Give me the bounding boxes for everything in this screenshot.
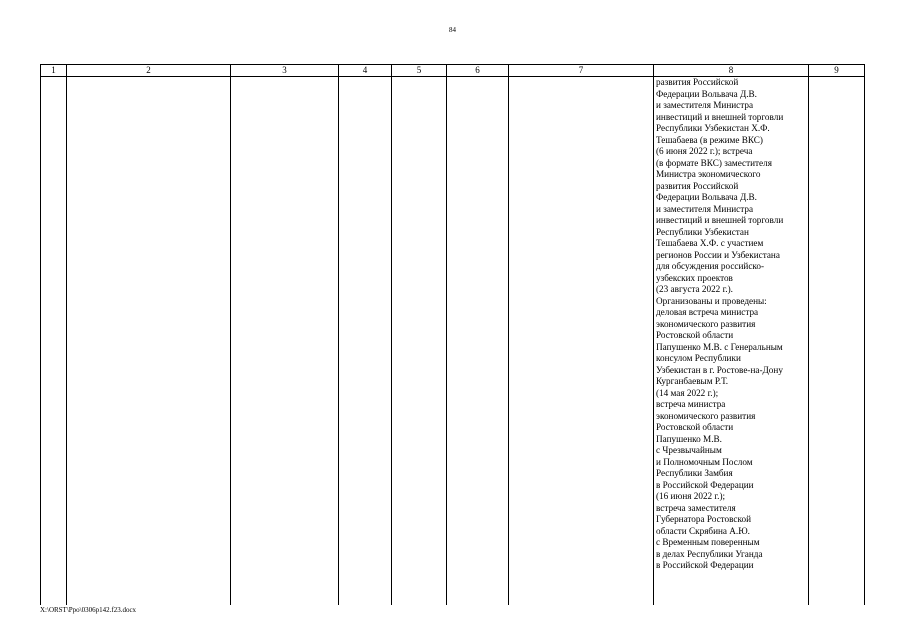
- column-8-line: с Чрезвычайным: [656, 445, 722, 455]
- column-8-line: (6 июня 2022 г.); встреча: [656, 146, 753, 156]
- column-8-line: с Временным поверенным: [656, 537, 760, 547]
- table-cell-col3: [231, 77, 339, 606]
- table-header-row: [41, 65, 865, 77]
- column-header-9: 9: [809, 65, 865, 77]
- column-8-line: встреча заместителя: [656, 502, 736, 513]
- column-8-line: Республики Узбекистан Х.Ф.: [656, 123, 770, 133]
- column-8-line: (в формате ВКС) заместителя: [656, 157, 772, 168]
- column-8-line: и заместителя Министра: [656, 203, 754, 214]
- column-8-line: развития Российской: [656, 180, 739, 191]
- column-8-line: и Полномочным Послом: [656, 456, 753, 467]
- column-header-1: 1: [41, 65, 67, 77]
- column-8-line: Республики Узбекистан: [656, 226, 749, 237]
- column-8-line: Папушенко М.В. с Генеральным: [656, 341, 783, 352]
- column-8-line: Федерации Вольвача Д.В.: [656, 192, 757, 202]
- column-8-line: экономического развития: [656, 410, 756, 421]
- table-cell-col9: [809, 77, 865, 606]
- column-8-line: (14 мая 2022 г.);: [656, 387, 719, 398]
- table-cell-col8: [654, 77, 809, 606]
- column-8-line: Папушенко М.В.: [656, 433, 722, 444]
- column-8-line: Узбекистан в г. Ростове-на-Дону: [656, 364, 783, 375]
- column-8-line: для обсуждения российско-: [656, 261, 765, 271]
- column-8-line: Курганбаевым Р.Т.: [656, 376, 729, 386]
- column-8-line: консулом Республики: [656, 353, 741, 363]
- column-8-line: встреча министра: [656, 399, 726, 409]
- table-cell-col6: [447, 77, 509, 606]
- column-8-line: в Российской Федерации: [656, 479, 754, 490]
- column-8-line: Министра экономического: [656, 169, 761, 179]
- column-header-2: 2: [67, 65, 231, 77]
- column-8-line: узбекских проектов: [656, 272, 733, 283]
- column-8-line: деловая встреча министра: [656, 307, 759, 317]
- column-header-7: 7: [509, 65, 654, 77]
- footer-file-path: X:\ORST\Ppo\0306p142.f23.docx: [40, 606, 137, 614]
- column-header-3: 3: [231, 65, 339, 77]
- page-number: 84: [449, 26, 456, 34]
- column-8-line: в делах Республики Уганда: [656, 548, 763, 559]
- column-8-line: Тешабаева Х.Ф. с участием: [656, 238, 764, 248]
- column-header-8: 8: [654, 65, 809, 77]
- column-8-line: Республики Замбия: [656, 468, 733, 478]
- column-8-line: Ростовской области: [656, 330, 734, 340]
- document-table: [40, 64, 865, 605]
- column-8-line: Тешабаева (в режиме ВКС): [656, 134, 763, 145]
- column-8-text: [654, 77, 808, 572]
- column-header-5: 5: [392, 65, 447, 77]
- column-8-line: Губернатора Ростовской: [656, 514, 752, 524]
- column-header-6: 6: [447, 65, 509, 77]
- column-8-line: инвестиций и внешней торговли: [656, 111, 784, 122]
- column-8-line: регионов России и Узбекистана: [656, 249, 780, 260]
- table-row: [41, 77, 865, 606]
- table-cell-col1: [41, 77, 67, 606]
- column-8-line: Федерации Вольвача Д.В.: [656, 88, 757, 99]
- table-cell-col2: [67, 77, 231, 606]
- column-8-line: развития Российской: [656, 77, 739, 87]
- column-8-line: (16 июня 2022 г.);: [656, 491, 726, 501]
- column-8-line: экономического развития: [656, 318, 756, 329]
- column-header-4: 4: [339, 65, 392, 77]
- table-cell-col5: [392, 77, 447, 606]
- column-8-line: и заместителя Министра: [656, 100, 754, 110]
- table-cell-col7: [509, 77, 654, 606]
- column-8-line: (23 августа 2022 г.).: [656, 284, 733, 294]
- column-8-line: Организованы и проведены:: [656, 295, 767, 306]
- column-8-line: Ростовской области: [656, 422, 734, 432]
- table-cell-col4: [339, 77, 392, 606]
- column-8-line: инвестиций и внешней торговли: [656, 215, 784, 225]
- column-8-line: в Российской Федерации: [656, 560, 754, 570]
- column-8-line: области Скрябина А.Ю.: [656, 525, 750, 536]
